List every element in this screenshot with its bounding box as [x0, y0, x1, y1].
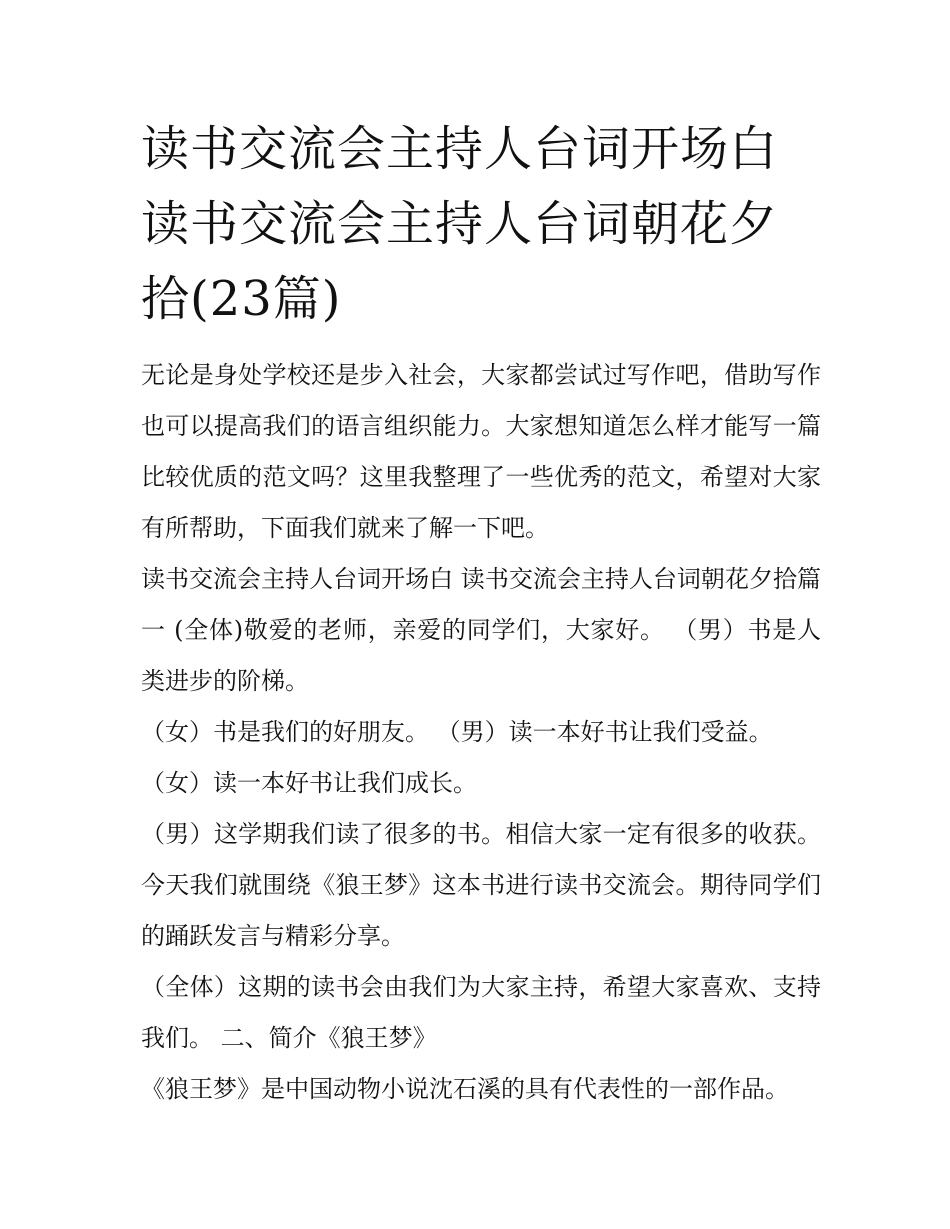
paragraph-grow: （女）读一本好书让我们成长。	[141, 769, 477, 797]
document-body	[141, 350, 821, 1115]
paragraph-opening: 读书交流会主持人台词开场白 读书交流会主持人台词朝花夕拾篇一 (全体)敬爱的老师，亲爱的同学们，大家好。 （男）书是人类进步的阶梯。	[141, 565, 821, 695]
paragraph-hosts: （全体）这期的读书会由我们为大家主持，希望大家喜欢、支持我们。 二、简介《狼王梦》	[141, 973, 821, 1052]
paragraph-intro: 无论是身处学校还是步入社会，大家都尝试过写作吧，借助写作也可以提高我们的语言组织能力。大家想知道怎么样才能写一篇比较优质的范文吗？这里我整理了一些优秀的范文，希望对大家有所帮助，下面我们就来了解一下吧。	[141, 361, 821, 542]
paragraph-book-intro: 《狼王梦》是中国动物小说沈石溪的具有代表性的一部作品。	[141, 1075, 789, 1103]
paragraph-good-friend: （女）书是我们的好朋友。 （男）读一本好书让我们受益。	[141, 718, 773, 746]
document-title: 读书交流会主持人台词开场白读书交流会主持人台词朝花夕拾(23篇)	[141, 121, 779, 327]
paragraph-this-term: （男）这学期我们读了很多的书。相信大家一定有很多的收获。今天我们就围绕《狼王梦》这本书进行读书交流会。期待同学们的踊跃发言与精彩分享。	[141, 820, 821, 950]
document-content	[141, 112, 821, 1115]
